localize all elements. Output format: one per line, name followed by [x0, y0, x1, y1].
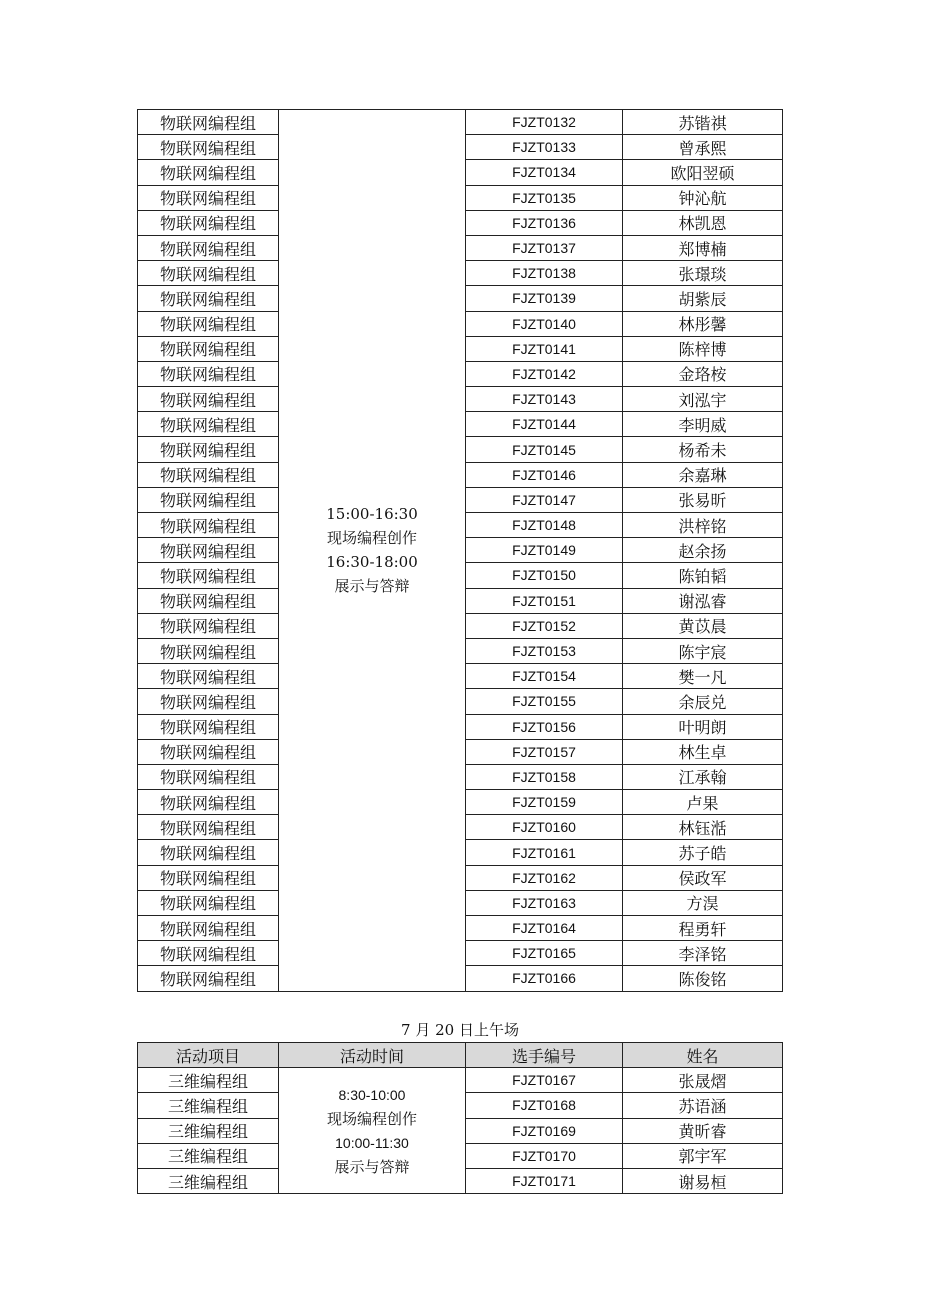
project-cell: 物联网编程组 — [138, 764, 279, 789]
code-cell: FJZT0162 — [466, 865, 623, 890]
name-cell: 林彤馨 — [623, 311, 783, 336]
name-cell: 黄昕睿 — [623, 1118, 783, 1143]
project-cell: 物联网编程组 — [138, 739, 279, 764]
code-cell: FJZT0155 — [466, 689, 623, 714]
code-cell: FJZT0168 — [466, 1093, 623, 1118]
name-cell: 江承翰 — [623, 764, 783, 789]
time-line: 现场编程创作 — [326, 1109, 417, 1128]
name-cell: 陈铂韬 — [623, 563, 783, 588]
name-cell: 陈宇宸 — [623, 638, 783, 663]
project-cell: 物联网编程组 — [138, 966, 279, 991]
code-cell: FJZT0138 — [466, 261, 623, 286]
project-cell: 三维编程组 — [138, 1118, 279, 1143]
name-cell: 樊一凡 — [623, 664, 783, 689]
header-code: 选手编号 — [466, 1043, 623, 1068]
code-cell: FJZT0144 — [466, 412, 623, 437]
project-cell: 物联网编程组 — [138, 311, 279, 336]
name-cell: 侯政军 — [623, 865, 783, 890]
name-cell: 陈俊铭 — [623, 966, 783, 991]
name-cell: 郑博楠 — [623, 235, 783, 260]
project-cell: 物联网编程组 — [138, 613, 279, 638]
code-cell: FJZT0165 — [466, 941, 623, 966]
time-cell — [279, 110, 466, 992]
project-cell: 物联网编程组 — [138, 361, 279, 386]
name-cell: 欧阳翌硕 — [623, 160, 783, 185]
name-cell: 苏子皓 — [623, 840, 783, 865]
project-cell: 物联网编程组 — [138, 210, 279, 235]
project-cell: 物联网编程组 — [138, 538, 279, 563]
header-project: 活动项目 — [138, 1043, 279, 1068]
code-cell: FJZT0170 — [466, 1143, 623, 1168]
code-cell: FJZT0166 — [466, 966, 623, 991]
project-cell: 物联网编程组 — [138, 110, 279, 135]
code-cell: FJZT0163 — [466, 890, 623, 915]
name-cell: 谢泓睿 — [623, 588, 783, 613]
project-cell: 物联网编程组 — [138, 664, 279, 689]
name-cell: 苏语涵 — [623, 1093, 783, 1118]
header-name: 姓名 — [623, 1043, 783, 1068]
name-cell: 曾承熙 — [623, 135, 783, 160]
time-line: 现场编程创作 — [326, 529, 417, 548]
name-cell: 林钰湉 — [623, 815, 783, 840]
name-cell: 杨希未 — [623, 437, 783, 462]
project-cell: 物联网编程组 — [138, 890, 279, 915]
project-cell: 物联网编程组 — [138, 865, 279, 890]
schedule-table-1 — [137, 109, 783, 992]
code-cell: FJZT0146 — [466, 462, 623, 487]
project-cell: 物联网编程组 — [138, 286, 279, 311]
project-cell: 物联网编程组 — [138, 513, 279, 538]
code-cell: FJZT0150 — [466, 563, 623, 588]
code-cell: FJZT0133 — [466, 135, 623, 160]
project-cell: 物联网编程组 — [138, 638, 279, 663]
code-cell: FJZT0160 — [466, 815, 623, 840]
table-row — [138, 110, 783, 135]
name-cell: 叶明朗 — [623, 714, 783, 739]
project-cell: 物联网编程组 — [138, 588, 279, 613]
time-line: 展示与答辩 — [334, 1157, 410, 1176]
code-cell: FJZT0145 — [466, 437, 623, 462]
code-cell: FJZT0152 — [466, 613, 623, 638]
code-cell: FJZT0137 — [466, 235, 623, 260]
name-cell: 余辰兑 — [623, 689, 783, 714]
code-cell: FJZT0143 — [466, 387, 623, 412]
code-cell: FJZT0167 — [466, 1068, 623, 1093]
code-cell: FJZT0141 — [466, 336, 623, 361]
schedule-table-2 — [137, 1042, 783, 1194]
time-line: 10:00-11:30 — [335, 1134, 409, 1151]
project-cell: 三维编程组 — [138, 1068, 279, 1093]
code-cell: FJZT0134 — [466, 160, 623, 185]
code-cell: FJZT0156 — [466, 714, 623, 739]
time-cell — [279, 1068, 466, 1194]
name-cell: 胡紫辰 — [623, 286, 783, 311]
project-cell: 物联网编程组 — [138, 185, 279, 210]
code-cell: FJZT0151 — [466, 588, 623, 613]
code-cell: FJZT0135 — [466, 185, 623, 210]
name-cell: 余嘉琳 — [623, 462, 783, 487]
project-cell: 物联网编程组 — [138, 336, 279, 361]
project-cell: 物联网编程组 — [138, 387, 279, 412]
code-cell: FJZT0148 — [466, 513, 623, 538]
name-cell: 黄苡晨 — [623, 613, 783, 638]
project-cell: 物联网编程组 — [138, 235, 279, 260]
project-cell: 物联网编程组 — [138, 487, 279, 512]
code-cell: FJZT0159 — [466, 790, 623, 815]
project-cell: 物联网编程组 — [138, 412, 279, 437]
project-cell: 物联网编程组 — [138, 714, 279, 739]
name-cell: 程勇轩 — [623, 916, 783, 941]
code-cell: FJZT0140 — [466, 311, 623, 336]
project-cell: 物联网编程组 — [138, 815, 279, 840]
table-header-row — [138, 1043, 783, 1068]
code-cell: FJZT0139 — [466, 286, 623, 311]
project-cell: 物联网编程组 — [138, 462, 279, 487]
table-row — [138, 1068, 783, 1093]
time-line: 16:30-18:00 — [326, 553, 418, 572]
project-cell: 物联网编程组 — [138, 261, 279, 286]
name-cell: 林凯恩 — [623, 210, 783, 235]
project-cell: 物联网编程组 — [138, 916, 279, 941]
name-cell: 钟沁航 — [623, 185, 783, 210]
name-cell: 谢易桓 — [623, 1168, 783, 1193]
name-cell: 陈梓博 — [623, 336, 783, 361]
code-cell: FJZT0153 — [466, 638, 623, 663]
code-cell: FJZT0149 — [466, 538, 623, 563]
schedule-table-2-body — [138, 1068, 783, 1194]
code-cell: FJZT0164 — [466, 916, 623, 941]
name-cell: 苏锴祺 — [623, 110, 783, 135]
code-cell: FJZT0158 — [466, 764, 623, 789]
project-cell: 物联网编程组 — [138, 840, 279, 865]
name-cell: 刘泓宇 — [623, 387, 783, 412]
project-cell: 三维编程组 — [138, 1168, 279, 1193]
code-cell: FJZT0132 — [466, 110, 623, 135]
time-line: 8:30-10:00 — [338, 1086, 406, 1103]
header-time: 活动时间 — [279, 1043, 466, 1068]
code-cell: FJZT0142 — [466, 361, 623, 386]
project-cell: 物联网编程组 — [138, 437, 279, 462]
code-cell: FJZT0157 — [466, 739, 623, 764]
project-cell: 物联网编程组 — [138, 941, 279, 966]
schedule-table-1-body — [138, 110, 783, 992]
name-cell: 郭宇军 — [623, 1143, 783, 1168]
project-cell: 物联网编程组 — [138, 160, 279, 185]
project-cell: 物联网编程组 — [138, 563, 279, 588]
session-title: 7 月 20 日上午场 — [401, 1021, 519, 1039]
time-line: 15:00-16:30 — [326, 505, 418, 524]
code-cell: FJZT0169 — [466, 1118, 623, 1143]
project-cell: 三维编程组 — [138, 1093, 279, 1118]
name-cell: 卢果 — [623, 790, 783, 815]
name-cell: 赵余扬 — [623, 538, 783, 563]
project-cell: 物联网编程组 — [138, 689, 279, 714]
code-cell: FJZT0154 — [466, 664, 623, 689]
name-cell: 方淏 — [623, 890, 783, 915]
code-cell: FJZT0147 — [466, 487, 623, 512]
project-cell: 三维编程组 — [138, 1143, 279, 1168]
name-cell: 林生卓 — [623, 739, 783, 764]
code-cell: FJZT0161 — [466, 840, 623, 865]
project-cell: 物联网编程组 — [138, 135, 279, 160]
code-cell: FJZT0171 — [466, 1168, 623, 1193]
name-cell: 张易昕 — [623, 487, 783, 512]
name-cell: 张璟琰 — [623, 261, 783, 286]
name-cell: 李泽铭 — [623, 941, 783, 966]
name-cell: 金珞桉 — [623, 361, 783, 386]
name-cell: 张晟熠 — [623, 1068, 783, 1093]
name-cell: 洪梓铭 — [623, 513, 783, 538]
time-line: 展示与答辩 — [334, 577, 410, 596]
code-cell: FJZT0136 — [466, 210, 623, 235]
project-cell: 物联网编程组 — [138, 790, 279, 815]
name-cell: 李明威 — [623, 412, 783, 437]
